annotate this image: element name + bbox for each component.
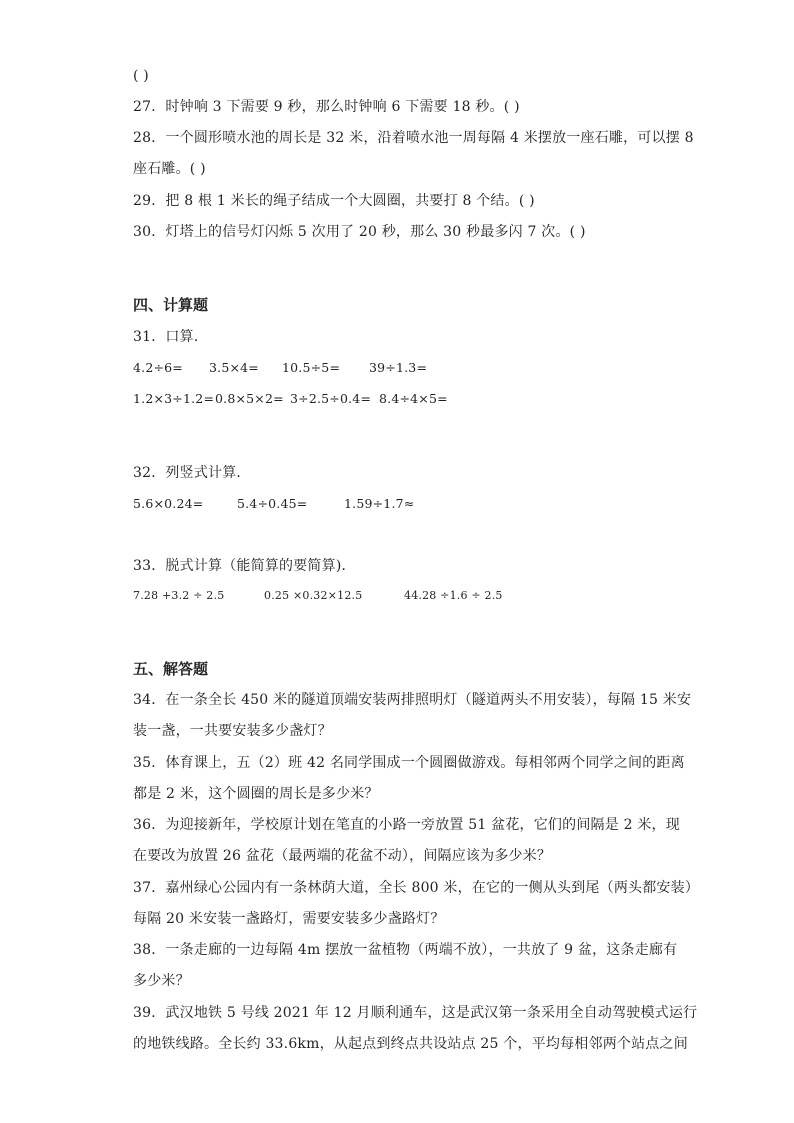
question-37-line1: 37．嘉州绿心公园内有一条林荫大道，全长 800 米，在它的一侧从头到尾（两头都安装） bbox=[133, 880, 700, 896]
question-34-line2: 装一盏，一共要安装多少盏灯？ bbox=[133, 723, 332, 739]
q31-item: 10.5÷5= bbox=[282, 360, 341, 375]
section-5-title: 五、解答题 bbox=[133, 660, 209, 678]
question-39-line2: 的地铁线路。全长约 33.6km，从起点到终点共设站点 25 个，平均每相邻两个站点之间 bbox=[133, 1036, 688, 1052]
question-38-line2: 多少米？ bbox=[133, 973, 190, 989]
section-4-title: 四、计算题 bbox=[133, 296, 209, 314]
q31-item: 3÷2.5÷0.4= bbox=[290, 391, 372, 406]
q31-item: 4.2÷6= bbox=[133, 360, 183, 375]
question-33: 33．脱式计算（能简算的要简算)． bbox=[133, 558, 356, 574]
question-35-line1: 35．体育课上，五（2）班 42 名同学围成一个圆圈做游戏。每相邻两个同学之间的距离 bbox=[133, 755, 685, 771]
question-38-line1: 38．一条走廊的一边每隔 4m 摆放一盆植物（两端不放），一共放了 9 盆，这条走廊有 bbox=[133, 942, 678, 958]
q31-item: 1.2×3÷1.2= bbox=[133, 391, 215, 406]
question-30: 30．灯塔上的信号灯闪烁 5 次用了 20 秒，那么 30 秒最多闪 7 次。( ) bbox=[133, 224, 586, 240]
question-28-line2: 座石雕。( ) bbox=[133, 161, 206, 177]
question-29: 29．把 8 根 1 米长的绳子结成一个大圆圈，共要打 8 个结。( ) bbox=[133, 193, 535, 209]
q33-item: 44.28 ÷1.6 ÷ 2.5 bbox=[404, 589, 503, 602]
question-35-line2: 都是 2 米，这个圆圈的周长是多少米？ bbox=[133, 786, 379, 802]
q33-item: 0.25 ×0.32×12.5 bbox=[264, 589, 363, 602]
question-39-line1: 39．武汉地铁 5 号线 2021 年 12 月顺利通车，这是武汉第一条采用全自动驾驶模式运行 bbox=[133, 1005, 698, 1021]
question-36-line2: 在要改为放置 26 盆花（最两端的花盆不动），间隔应该为多少米？ bbox=[133, 848, 552, 864]
q32-item: 5.6×0.24= bbox=[133, 496, 204, 511]
q32-item: 1.59÷1.7≈ bbox=[344, 496, 415, 511]
question-32: 32．列竖式计算． bbox=[133, 465, 251, 481]
q31-item: 0.8×5×2= bbox=[215, 391, 284, 406]
question-37-line2: 每隔 20 米安装一盏路灯，需要安装多少盏路灯？ bbox=[133, 911, 445, 927]
q31-item: 3.5×4= bbox=[209, 360, 259, 375]
question-28-line1: 28．一个圆形喷水池的周长是 32 米，沿着喷水池一周每隔 4 米摆放一座石雕，可以摆 8 bbox=[133, 130, 694, 146]
question-36-line1: 36．为迎接新年，学校原计划在笔直的小路一旁放置 51 盆花，它们的间隔是 2 米，现 bbox=[133, 817, 680, 833]
question-27: 27．时钟响 3 下需要 9 秒，那么时钟响 6 下需要 18 秒。( ) bbox=[133, 99, 520, 115]
q32-item: 5.4÷0.45= bbox=[237, 496, 308, 511]
q26-answer-blank: ( ) bbox=[133, 68, 149, 84]
question-31: 31．口算． bbox=[133, 329, 209, 345]
q31-item: 8.4÷4×5= bbox=[379, 391, 448, 406]
question-34-line1: 34．在一条全长 450 米的隧道顶端安装两排照明灯（隧道两头不用安装），每隔 15 米安 bbox=[133, 692, 692, 708]
q33-item: 7.28 +3.2 ÷ 2.5 bbox=[133, 589, 225, 602]
q31-item: 39÷1.3= bbox=[369, 360, 428, 375]
